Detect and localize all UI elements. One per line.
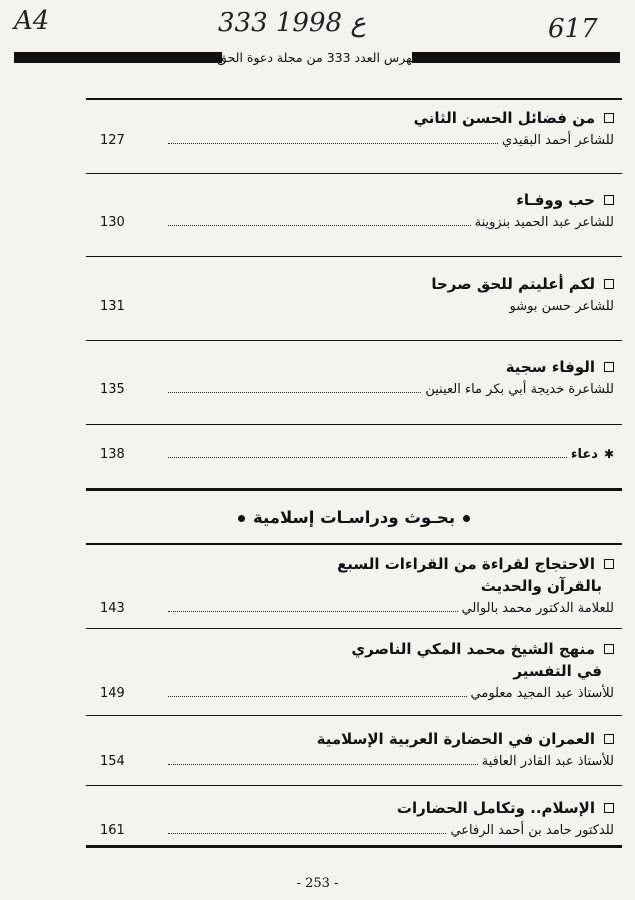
- toc-entry[interactable]: [86, 358, 622, 397]
- entry-page: 161: [100, 823, 125, 838]
- entry-page: 154: [100, 754, 125, 769]
- entry-page: 131: [100, 299, 125, 314]
- dot-leader: [168, 764, 478, 765]
- handwritten-format: A4: [14, 6, 50, 36]
- dot-leader: [168, 833, 446, 834]
- dot-leader: [168, 225, 471, 226]
- bullet-icon: [463, 515, 470, 522]
- entry-title: حب ووفـاء: [516, 191, 595, 209]
- entry-title: من فضائل الحسن الثاني: [413, 109, 595, 127]
- toc-entry[interactable]: [86, 191, 622, 230]
- section-title: بحـوث ودراسـات إسلامية: [252, 508, 456, 527]
- toc-entry[interactable]: [86, 275, 622, 314]
- checkbox-icon: [604, 559, 614, 569]
- entry-page: 130: [100, 215, 125, 230]
- toc-entry[interactable]: [86, 555, 622, 616]
- entry-author: للشاعر أحمد البقيدي: [502, 133, 614, 148]
- divider: [86, 98, 622, 100]
- checkbox-icon: [604, 195, 614, 205]
- divider: [86, 715, 622, 716]
- toc-entry[interactable]: [86, 441, 622, 462]
- dot-leader: [168, 143, 498, 144]
- divider: [86, 543, 622, 545]
- asterisk-icon: ✱: [603, 447, 614, 461]
- dot-leader: [168, 696, 467, 697]
- entry-page: 138: [100, 447, 125, 462]
- entry-author: للأستاذ عبد المجيد معلومي: [470, 686, 614, 701]
- checkbox-icon: [604, 362, 614, 372]
- divider: [86, 424, 622, 425]
- toc-entry[interactable]: [86, 109, 622, 148]
- entry-page: 143: [100, 601, 125, 616]
- dot-leader: [168, 309, 506, 310]
- checkbox-icon: [604, 803, 614, 813]
- entry-page: 149: [100, 686, 125, 701]
- bullet-icon: [238, 515, 245, 522]
- divider: [86, 256, 622, 257]
- divider: [86, 340, 622, 341]
- handwritten-ref: 617: [548, 14, 598, 44]
- divider: [86, 173, 622, 174]
- section-divider: [86, 488, 622, 491]
- divider: [86, 628, 622, 629]
- entry-title-cont: في التفسير: [513, 662, 602, 680]
- divider: [86, 845, 622, 848]
- entry-author: للشاعر عبد الحميد بنزوينة: [474, 215, 614, 230]
- entry-title: العمران في الحضارة العربية الإسلامية: [316, 730, 595, 748]
- toc-entry[interactable]: [86, 799, 622, 838]
- entry-page: 135: [100, 382, 125, 397]
- handwritten-issue-note: 333 ع 1998: [218, 8, 366, 38]
- dot-leader: [168, 611, 458, 612]
- header-title: فهرس العدد 333 من مجلة دعوة الحق: [217, 50, 418, 65]
- entry-title: الوفاء سجية: [505, 358, 595, 376]
- entry-page: 127: [100, 133, 125, 148]
- checkbox-icon: [604, 644, 614, 654]
- toc-entry[interactable]: [86, 730, 622, 769]
- entry-author: للعلامة الدكتور محمد بالوالي: [461, 601, 614, 616]
- entry-author: للأستاذ عبد القادر العافية: [481, 754, 614, 769]
- page-number: - 253 -: [296, 876, 339, 891]
- entry-author: للشاعرة خديجة أبي بكر ماء العينين: [425, 382, 614, 397]
- dot-leader: [168, 392, 421, 393]
- toc-entry[interactable]: [86, 640, 622, 701]
- entry-title: دعاء: [570, 447, 598, 462]
- entry-title: لكم أعليتم للحق صرحا: [431, 275, 595, 293]
- checkbox-icon: [604, 279, 614, 289]
- entry-title: منهج الشيخ محمد المكي الناصري: [351, 640, 595, 658]
- section-heading: [86, 508, 622, 527]
- entry-title-cont: بالقرآن والحديث: [480, 577, 602, 595]
- dot-leader: [168, 457, 567, 458]
- entry-title: الاحتجاج لقراءة من القراءات السبع: [337, 555, 595, 573]
- checkbox-icon: [604, 734, 614, 744]
- divider: [86, 785, 622, 786]
- entry-author: للدكتور حامد بن أحمد الرفاعي: [450, 823, 614, 838]
- entry-title: الإسلام.. وتكامل الحضارات: [396, 799, 595, 817]
- entry-author: للشاعر حسن بوشو: [509, 299, 614, 314]
- checkbox-icon: [604, 113, 614, 123]
